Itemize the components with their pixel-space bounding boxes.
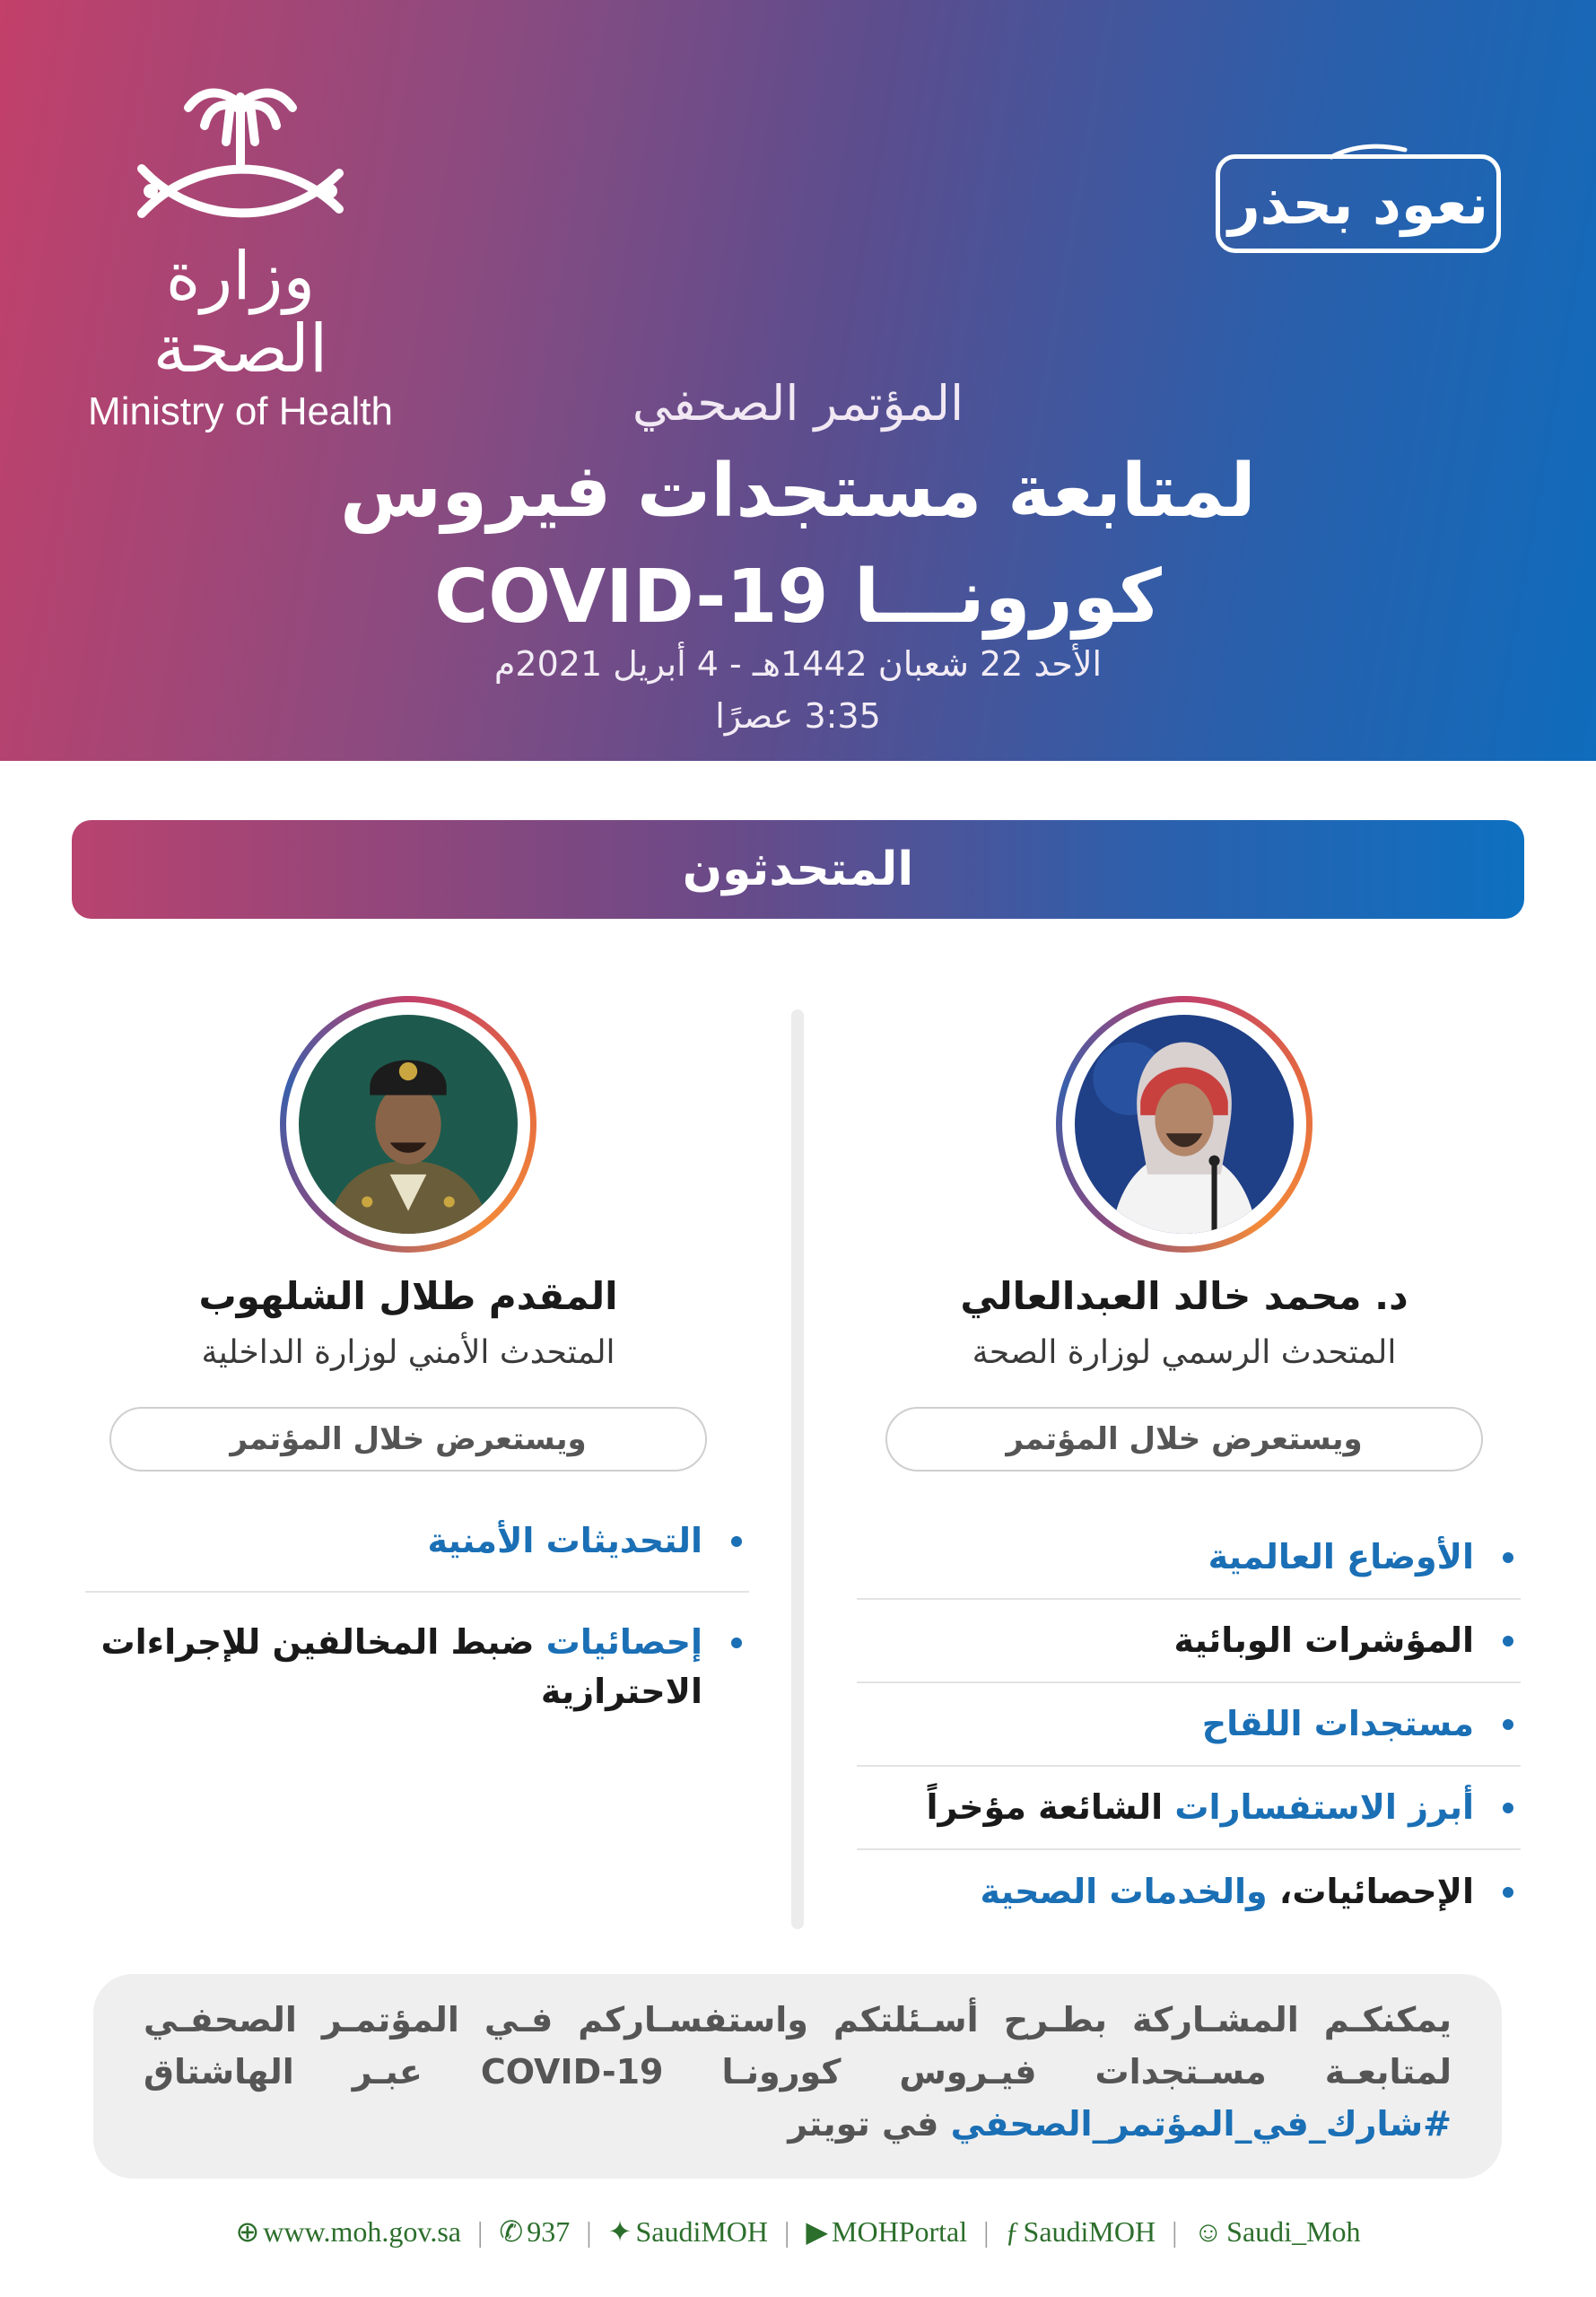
- globe-icon: ⊕: [235, 2215, 260, 2248]
- bullet-icon: [731, 1536, 742, 1547]
- phone-icon: ✆: [499, 2215, 524, 2248]
- speakers-heading: المتحدثون: [72, 820, 1524, 919]
- youtube-icon: ▶: [806, 2215, 829, 2248]
- conference-kicker: المؤتمر الصحفي: [632, 375, 964, 432]
- speaker-role: المتحدث الرسمي لوزارة الصحة: [972, 1334, 1397, 1371]
- snapchat-handle[interactable]: Saudi_Moh: [1226, 2215, 1361, 2248]
- column-divider: [791, 1009, 804, 1929]
- snapchat-icon: ☺: [1193, 2215, 1224, 2248]
- moh-logo: [70, 79, 411, 433]
- conference-title-line2: كورونـــا COVID-19: [434, 555, 1162, 640]
- twitter-handle[interactable]: SaudiMOH: [635, 2215, 768, 2248]
- conference-title-line1: لمتابعة مستجدات فيروس: [340, 449, 1256, 534]
- slogan-badge: [1216, 154, 1501, 253]
- speaker-role: المتحدث الأمني لوزارة الداخلية: [201, 1334, 615, 1371]
- bullet-icon: [1503, 1719, 1513, 1730]
- facebook-icon: ƒ: [1005, 2215, 1020, 2248]
- ministry-name-en: Ministry of Health: [88, 389, 393, 433]
- website-link[interactable]: www.moh.gov.sa: [263, 2215, 461, 2248]
- avatar-ring: [1056, 996, 1313, 1253]
- speaker-card-moh: [843, 996, 1525, 1472]
- conference-date: الأحد 22 شعبان 1442هـ - 4 أبريل 2021م: [493, 644, 1103, 684]
- slogan-text: نعود بحذر: [1227, 170, 1489, 237]
- speaker-name: د. محمد خالد العبدالعالي: [960, 1274, 1408, 1318]
- palm-swords-icon: [115, 79, 366, 231]
- avatar: [1075, 1015, 1294, 1234]
- bullet-icon: [1503, 1636, 1513, 1646]
- speaker-card-interior: [67, 996, 749, 1472]
- hashtag-link[interactable]: #شارك_في_المؤتمر_الصحفي: [950, 2104, 1452, 2144]
- list-item: إحصائيات ضبط المخالفين للإجراءات الاحترازية: [85, 1618, 749, 1716]
- bullet-icon: [731, 1638, 742, 1648]
- phone-number[interactable]: 937: [527, 2215, 571, 2248]
- speaker-agenda-pill: ويستعرض خلال المؤتمر: [885, 1407, 1483, 1472]
- swoosh-icon: [1328, 141, 1408, 162]
- bullet-icon: [1503, 1552, 1513, 1563]
- list-item: المؤشرات الوبائية: [857, 1600, 1521, 1683]
- avatar: [299, 1015, 518, 1234]
- list-item: مستجدات اللقاح: [857, 1683, 1521, 1767]
- conference-time: 3:35 عصرًا: [715, 696, 881, 736]
- topics-list-interior: [85, 1516, 749, 1716]
- speaker-agenda-pill: ويستعرض خلال المؤتمر: [109, 1407, 707, 1472]
- bullet-icon: [1503, 1887, 1513, 1898]
- list-item: الإحصائيات، والخدمات الصحية: [857, 1850, 1521, 1934]
- speaker-photo-moh: [1075, 1015, 1294, 1234]
- list-item: أبرز الاستفسارات الشائعة مؤخراً: [857, 1767, 1521, 1850]
- speaker-name: المقدم طلال الشلهوب: [198, 1274, 618, 1318]
- ministry-name-ar: وزارة الصحة: [153, 238, 328, 389]
- speaker-photo-interior: [299, 1015, 518, 1234]
- list-item: الأوضاع العالمية: [857, 1516, 1521, 1600]
- note-text: يمكنكـم المشـاركة بطـرح أسـئلتكم واستفسـاركم فـي المؤتمـر الصحفـي لمتابعـة مسـتجدات فيـروس كورونـا COVID-19 عبـر الهاشتاق: [144, 2000, 1452, 2092]
- facebook-handle[interactable]: SaudiMOH: [1023, 2215, 1156, 2248]
- header-banner: [0, 0, 1596, 761]
- list-item: التحديثات الأمنية: [85, 1516, 749, 1593]
- twitter-icon: ✦: [607, 2215, 632, 2248]
- note-suffix: في تويتر: [788, 2104, 951, 2144]
- participation-note: [93, 1974, 1502, 2179]
- bullet-icon: [1503, 1803, 1513, 1813]
- avatar-ring: [280, 996, 536, 1253]
- topics-list-moh: [857, 1516, 1521, 1934]
- youtube-handle[interactable]: MOHPortal: [832, 2215, 968, 2248]
- footer-links: ⊕ www.moh.gov.sa | ✆ 937 | ✦ SaudiMOH | ▶ MOHPortal | ƒ SaudiMOH | ☺ Saudi_Moh: [235, 2215, 1361, 2248]
